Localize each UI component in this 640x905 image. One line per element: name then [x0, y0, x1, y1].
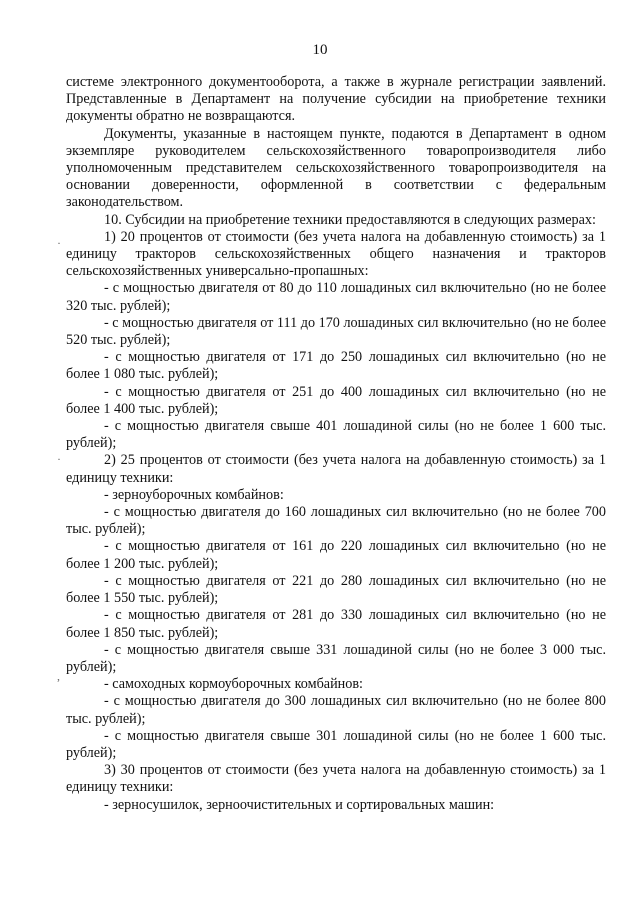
paragraph: 2) 25 процентов от стоимости (без учета налога на добавленную стоимость) за 1 единицу техники:	[66, 452, 606, 486]
paragraph: - зерноуборочных комбайнов:	[104, 486, 284, 503]
page-number: 10	[312, 42, 328, 58]
paragraph: - с мощностью двигателя до 300 лошадиных сил включительно (но не более 800 тыс. рублей);	[66, 693, 606, 727]
paragraph: - с мощностью двигателя от 171 до 250 лошадиных сил включительно (но не более 1 080 тыс. рублей);	[66, 349, 606, 383]
paragraph: - зерносушилок, зерноочистительных и сортировальных машин:	[104, 796, 495, 813]
paragraph: - с мощностью двигателя от 80 до 110 лошадиных сил включительно (но не более 320 тыс. рублей);	[66, 280, 606, 314]
paragraph: 10. Субсидии на приобретение техники предоставляются в следующих размерах:	[104, 211, 596, 228]
document-body	[66, 74, 606, 814]
paragraph: - с мощностью двигателя от 251 до 400 лошадиных сил включительно (но не более 1 400 тыс. рублей);	[66, 383, 606, 417]
scan-artifact-mark: ·	[57, 452, 61, 466]
paragraph: - с мощностью двигателя свыше 401 лошадиной силы (но не более 1 600 тыс. рублей);	[66, 418, 606, 452]
paragraph: - с мощностью двигателя до 160 лошадиных сил включительно (но не более 700 тыс. рублей);	[66, 504, 606, 538]
paragraph: - самоходных кормоуборочных комбайнов:	[104, 676, 364, 693]
paragraph: - с мощностью двигателя от 221 до 280 лошадиных сил включительно (но не более 1 550 тыс. рублей);	[66, 572, 606, 607]
paragraph: - с мощностью двигателя от 161 до 220 лошадиных сил включительно (но не более 1 200 тыс. рублей);	[66, 538, 606, 572]
paragraph: 1) 20 процентов от стоимости (без учета налога на добавленную стоимость) за 1 единицу тракторов сельскохозяйственных общего назначения и тракторов сельскохозяйственных универсально-пропашных:	[66, 228, 606, 280]
paragraph: системе электронного документооборота, а также в журнале регистрации заявлений. Представленные в Департамент на получение субсидии на приобретение техники документы обратно не возвращаются.	[66, 74, 606, 125]
paragraph: 3) 30 процентов от стоимости (без учета налога на добавленную стоимость) за 1 единицу техники:	[66, 762, 606, 796]
scan-artifact-mark: ·	[57, 236, 61, 250]
paragraph: Документы, указанные в настоящем пункте, подаются в Департамент в одном экземпляре руководителем сельскохозяйственного товаропроизводителя либо уполномоченным представителем сельскохозяйственного товаропроизводителя на основании доверенности, оформленной в соответствии с федеральным законодательством.	[66, 125, 606, 211]
paragraph: - с мощностью двигателя свыше 331 лошадиной силы (но не более 3 000 тыс. рублей);	[66, 641, 606, 675]
paragraph: - с мощностью двигателя от 281 до 330 лошадиных сил включительно (но не более 1 850 тыс. рублей);	[66, 607, 606, 641]
paragraph: - с мощностью двигателя свыше 301 лошадиной силы (но не более 1 600 тыс. рублей);	[66, 727, 606, 761]
scan-artifact-mark: ,	[57, 669, 60, 683]
paragraph: - с мощностью двигателя от 111 до 170 лошадиных сил включительно (но не более 520 тыс. рублей);	[66, 314, 606, 349]
